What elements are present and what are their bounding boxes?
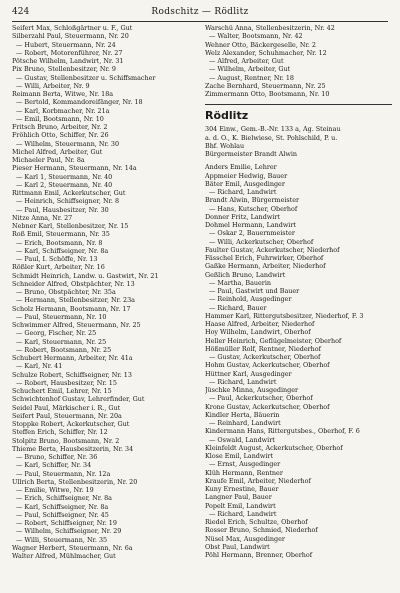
directory-entry: — Walter, Bootsmann, Nr. 42: [209, 32, 303, 41]
directory-entry: Obst Paul, Landwirt: [205, 542, 270, 551]
directory-entry: Kleinfeldt August, Ackerkutscher, Oberhof: [205, 443, 343, 452]
directory-entry: — Paul, Steuermann, Nr. 10: [16, 312, 107, 321]
directory-entry: — Bruno, Obstpächter, Nr. 35a: [16, 288, 116, 296]
directory-entry: Geßlich Bruno, Landwirt: [205, 270, 286, 279]
directory-entry: Michaeler Paul, Nr. 8a: [12, 156, 85, 164]
directory-entry: — Alfred, Arbeiter, Gut: [209, 57, 284, 65]
directory-entry: Schwimmer Alfred, Steuermann, Nr. 25: [12, 321, 141, 329]
directory-entry: — Richard, Landwirt: [209, 188, 277, 196]
directory-entry: Dohmel Hermann, Landwirt: [205, 221, 296, 229]
directory-entry: — Heinrich, Schiffseigner, Nr. 8: [16, 197, 120, 206]
directory-entry: Hüttner Karl, Ausgedinger: [205, 369, 292, 378]
section-entries: [205, 163, 392, 559]
directory-entry: Nüsel Max, Ausgedinger: [205, 534, 285, 543]
directory-entry: — Hermann, Stellenbesitzer, Nr. 23a: [16, 296, 135, 305]
directory-entry: — Wilhelm, Schiffseigner, Nr. 29: [16, 527, 122, 536]
directory-entry: — Ernst, Ausgedinger: [209, 460, 281, 469]
directory-entry: — Hans, Kutscher, Oberhof: [209, 204, 298, 213]
directory-entry: Rittmann Emil, Ackerkutscher, Gut: [12, 189, 126, 197]
directory-entry: Bäter Emil, Ausgedinger: [205, 179, 285, 188]
section-title: Rödlitz: [205, 109, 249, 123]
directory-entry: Wagner Herbert, Steuermann, Nr. 6a: [12, 543, 133, 552]
directory-entry: Schulze Robert, Schiffseigner, Nr. 13: [12, 370, 132, 379]
directory-entry: — Willi, Ackerkutscher, Oberhof: [209, 237, 314, 246]
directory-entry: Scholz Hermann, Bootsmann, Nr. 17: [12, 304, 131, 313]
directory-entry: — Richard, Landwirt: [209, 509, 277, 518]
directory-entry: — Willi, Arbeiter, Nr. 9: [16, 81, 90, 90]
directory-entry: — Bertold, Kommandoreifänger, Nr. 18: [16, 98, 143, 107]
directory-entry: Schubert Hermann, Arbeiter, Nr. 41a: [12, 354, 133, 362]
directory-entry: Welz Alexander, Schuhmacher, Nr. 12: [205, 48, 327, 57]
directory-entry: — Robert, Hausbesitzer, Nr. 15: [16, 378, 117, 387]
directory-entry: Zimmermann Otto, Bootsmann, Nr. 10: [205, 90, 330, 98]
directory-entry: Hammer Karl, Rittergutsbesitzer, Niederhof, F. 3: [205, 311, 364, 320]
directory-entry: — Paul, Gastwirt und Bauer: [209, 287, 300, 295]
directory-entry: Klose Emil, Landwirt: [205, 452, 274, 460]
directory-entry: Faulter Gustav, Ackerkutscher, Niederhof: [205, 245, 340, 254]
directory-entry: Hohm Gustav, Ackerkutscher, Oberhof: [205, 361, 330, 370]
directory-entry: Michel Alfred, Arbeiter, Gut: [12, 147, 103, 156]
directory-entry: Stoppke Robert, Ackerkutscher, Gut: [12, 420, 130, 428]
directory-entry: Warschü Anna, Stellenbesitzerin, Nr. 42: [205, 24, 335, 32]
directory-entry: Rosser Bruno, Schmied, Niederhof: [205, 526, 318, 535]
directory-entry: Roß Emil, Steuermann, Nr. 35: [12, 230, 110, 239]
directory-entry: Steffen Erich, Schiffer, Nr. 12: [12, 428, 108, 437]
section-intro-line: Bhf. Wohlau: [205, 141, 245, 150]
directory-entry: — Reinhold, Ausgedinger: [209, 295, 292, 304]
directory-entry: — Erich, Bootsmann, Nr. 8: [16, 238, 103, 247]
directory-entry: — Paul, I. Schöffe, Nr. 13: [16, 255, 98, 263]
directory-entry: Wehner Otto, Bäckergeselle, Nr. 2: [205, 40, 316, 49]
directory-entry: — Gustav, Ackerkutscher, Oberhof: [209, 353, 321, 361]
directory-entry: Stolpitz Bruno, Bootsmann, Nr. 2: [12, 436, 120, 445]
directory-entry: Fröhlich Otto, Schiffer, Nr. 26: [12, 131, 109, 140]
directory-entry: Anders Emilie, Lehrer: [205, 163, 277, 172]
directory-entry: — Martha, Bauerin: [209, 278, 272, 287]
directory-entry: Thieme Berta, Hausbesitzerin, Nr. 34: [12, 444, 134, 453]
directory-entry: Kindermann Hans, Rittergutsbes., Oberhof, F. 6: [205, 427, 360, 436]
directory-entry: — Wilhelm, Arbeiter, Gut: [209, 65, 291, 74]
directory-entry: Pieser Hermann, Steuermann, Nr. 14a: [12, 164, 137, 173]
directory-entry: Klüh Hermann, Rentner: [205, 468, 283, 477]
directory-entry: Kuny Ernestine, Bauer: [205, 485, 279, 493]
directory-entry: Silberzahl Paul, Steuermann, Nr. 20: [12, 32, 129, 41]
directory-entry: Schneider Alfred, Obstpächter, Nr. 13: [12, 279, 135, 288]
directory-entry: Langner Paul, Bauer: [205, 493, 272, 502]
directory-entry: — Gustav, Stellenbesitzer u. Schiffsmacher: [16, 73, 156, 82]
directory-entry: Pöhl Hermann, Brenner, Oberhof: [205, 551, 313, 559]
directory-entry: Ullrich Berta, Stellenbesitzerin, Nr. 20: [12, 477, 138, 486]
directory-entry: — Paul, Hausbesitzer, Nr. 30: [16, 205, 109, 214]
directory-entry: Gaßke Hermann, Arbeiter, Niederhof: [205, 262, 326, 271]
directory-entry: Seifert Max, Schloßgärtner u. F., Gut: [12, 24, 133, 32]
directory-entry: — Oswald, Landwirt: [209, 435, 275, 444]
directory-entry: Schuchert Emil, Lehrer, Nr. 15: [12, 387, 112, 395]
directory-entry: Krone Gustav, Ackerkutscher, Oberhof: [205, 402, 330, 411]
directory-entry: Schmidt Heinrich, Landw. u. Gastwirt, Nr. 21: [12, 271, 159, 280]
directory-entry: Nebner Karl, Stellenbesitzer, Nr. 15: [12, 222, 129, 230]
directory-entry: Kraufe Emil, Arbeiter, Niederhof: [205, 476, 311, 485]
rodschitz-continued-list: [205, 24, 392, 98]
page-header: [12, 4, 388, 20]
directory-entry: — Karl, Korbmacher, Nr. 21a: [16, 106, 110, 115]
directory-entry: — Richard, Landwirt: [209, 377, 277, 386]
directory-entry: — Hubert, Steuermann, Nr. 24: [16, 40, 116, 49]
directory-entry: Riedel Erich, Schultze, Oberhof: [205, 518, 308, 526]
directory-entry: — Paul, Schiffseigner, Nr. 45: [16, 510, 109, 519]
directory-entry: Appmeier Hedwig, Bauer: [205, 171, 288, 180]
left-column: [12, 24, 199, 560]
directory-entry: Donner Fritz, Landwirt: [205, 212, 280, 221]
directory-entry: — Emil, Bootsmann, Nr. 10: [16, 114, 104, 123]
right-column: [205, 24, 392, 559]
directory-entry: — Karl, Schiffseigner, Nr. 8a: [16, 246, 109, 255]
directory-entry: Popelt Emil, Landwirt: [205, 501, 276, 510]
directory-entry: — Karl, Schiffer, Nr. 34: [16, 461, 92, 470]
directory-entry: Rößler Kurt, Arbeiter, Nr. 16: [12, 263, 105, 272]
directory-entry: — Wilhelm, Steuermann, Nr. 30: [16, 139, 120, 148]
directory-entry: Jüschke Minna, Ausgedinger: [205, 386, 299, 394]
directory-entry: — Richard, Bauer: [209, 303, 267, 312]
directory-entry: — Paul, Ackerkutscher, Oberhof: [209, 394, 313, 403]
section-intro-line: 304 Einw., Gem.-B.-Nr. 133 a, Ag. Steinau: [205, 125, 341, 134]
directory-entry: — Paul, Steuermann, Nr. 12a: [16, 469, 111, 478]
directory-entry: Nitze Anna, Nr. 27: [12, 213, 73, 222]
section-intro: [205, 125, 392, 158]
page-title: Rodschitz — Rödlitz: [151, 7, 249, 17]
directory-entry: Fässchel Erich, Fuhrwirker, Oberhof: [205, 254, 324, 262]
directory-entry: Kindler Herta, Bäuerin: [205, 410, 280, 419]
directory-entry: Reimann Berta, Witwe, Nr. 18a: [12, 90, 114, 98]
directory-entry: Zache Bernhard, Steuermann, Nr. 25: [205, 81, 326, 90]
directory-entry: — Karl, Steuermann, Nr. 25: [16, 337, 107, 346]
directory-entry: — Emilie, Witwe, Nr. 19: [16, 486, 94, 494]
directory-entry: Seidel Paul, Märkischer i. R., Gut: [12, 403, 121, 412]
directory-entry: Pix Bruno, Stellenbesitzer, Nr. 9: [12, 65, 116, 74]
directory-entry: — Karl 2, Steuermann, Nr. 40: [16, 180, 113, 189]
directory-entry: Brandt Alwin, Bürgermeister: [205, 196, 300, 205]
directory-entry: Hößmüller Rolf, Rentner, Niederhof: [205, 344, 321, 353]
directory-entry: — Karl, Nr. 41: [16, 362, 63, 371]
directory-entry: — Bruno, Schiffer, Nr. 36: [16, 453, 98, 461]
directory-entry: Pötsche Wilhelm, Landwirt, Nr. 31: [12, 57, 124, 65]
directory-entry: — Karl, Schiffseigner, Nr. 8a: [16, 502, 109, 511]
directory-entry: — Oskar 2, Bauernmeister: [209, 229, 295, 238]
header-rule: [12, 21, 388, 22]
directory-entry: Walter Alfred, Mühlmacher, Gut: [12, 552, 116, 560]
section-divider: [205, 103, 392, 107]
directory-entry: — Robert, Bootsmann, Nr. 25: [16, 345, 112, 354]
directory-entry: Heller Heinrich, Geflügelmeister, Oberhof: [205, 336, 342, 345]
directory-entry: — Georg, Fischer, Nr. 25: [16, 329, 97, 338]
section-intro-line: Bürgermeister Brandt Alwin: [205, 150, 298, 158]
directory-entry: — Robert, Schiffseigner, Nr. 19: [16, 519, 117, 527]
directory-entry: Fritsch Bruno, Arbeiter, Nr. 2: [12, 123, 108, 131]
section-intro-line: a. d. O., K. Bielwiese, St. Pohlschild, P. u.: [205, 133, 338, 142]
directory-entry: — Robert, Motorenführer, Nr. 27: [16, 48, 123, 57]
directory-entry: Hoy Wilhelm, Landwirt, Oberhof: [205, 328, 311, 337]
directory-entry: Schwichtenhof Gustav, Lehrerfinder, Gut: [12, 395, 145, 404]
directory-entry: Haase Alfred, Arbeiter, Niederhof: [205, 320, 315, 328]
directory-entry: — Erich, Schiffseigner, Nr. 8a: [16, 494, 112, 503]
directory-entry: — Karl 1, Steuermann, Nr. 40: [16, 172, 113, 181]
directory-entry: — Willi, Steuermann, Nr. 35: [16, 535, 108, 544]
directory-entry: Seifert Paul, Steuermann, Nr. 20a: [12, 411, 122, 420]
directory-entry: — Reinhard, Landwirt: [209, 419, 281, 427]
directory-entry: — August, Rentner, Nr. 18: [209, 73, 294, 82]
page-number: 424: [12, 7, 30, 17]
